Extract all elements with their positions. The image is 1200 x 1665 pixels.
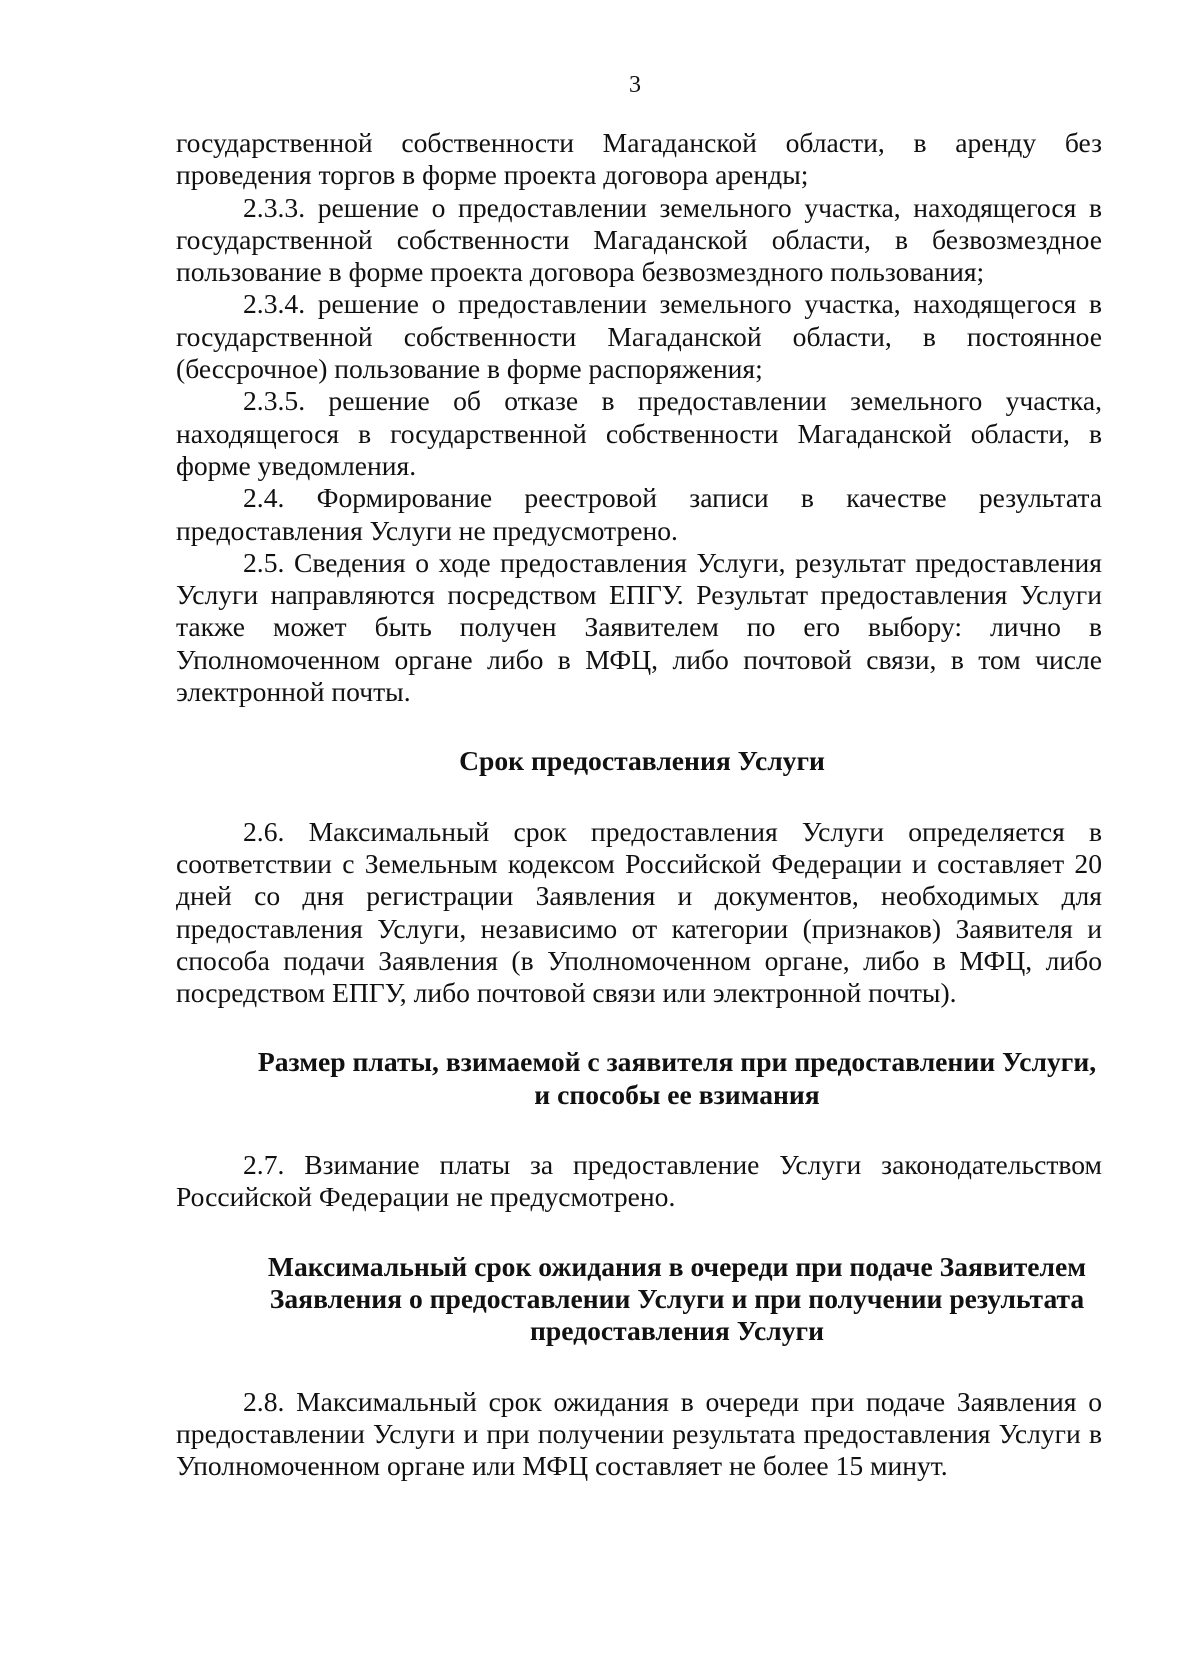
paragraph-2-5: 2.5. Сведения о ходе предоставления Услуги, результат предоставления Услуги направляются посредством ЕПГУ. Результат предоставления Услуги также может быть получен Заявителем по его выбору: лично в Уполномоченном органе либо в МФЦ, либо почтовой связи, в том числе электронной почты. [176, 546, 1102, 708]
section-heading-term [176, 745, 1102, 777]
paragraph-2-3-2-continuation: государственной собственности Магаданской области, в аренду без проведения торгов в форме проекта договора аренды; [176, 127, 1102, 191]
section-heading-queue [176, 1251, 1102, 1348]
heading-line: Максимальный срок ожидания в очереди при подаче Заявителем [267, 1250, 1087, 1282]
document-body [176, 127, 1102, 1482]
page-number: 3 [629, 72, 641, 98]
paragraph-2-6: 2.6. Максимальный срок предоставления Услуги определяется в соответствии с Земельным кодексом Российской Федерации и составляет 20 дней со дня регистрации Заявления и документов, необходимых для предоставления Услуги, независимо от категории (признаков) Заявителя и способа подачи Заявления (в Уполномоченном органе, либо в МФЦ, либо посредством ЕПГУ, либо почтовой связи или электронной почты). [176, 815, 1102, 1009]
paragraph-2-3-3: 2.3.3. решение о предоставлении земельного участка, находящегося в государственной собственности Магаданской области, в безвозмездное пользование в форме проекта договора безвозмездного пользования; [176, 191, 1102, 288]
heading-line: Размер платы, взимаемой с заявителя при предоставлении Услуги, [257, 1046, 1097, 1078]
paragraph-2-8: 2.8. Максимальный срок ожидания в очереди при подаче Заявления о предоставлении Услуги и при получении результата предоставления Услуги в Уполномоченном органе или МФЦ составляет не более 15 минут. [176, 1385, 1102, 1482]
paragraph-2-3-5: 2.3.5. решение об отказе в предоставлении земельного участка, находящегося в государственной собственности Магаданской области, в форме уведомления. [176, 385, 1102, 481]
heading-line: Заявления о предоставлении Услуги и при получении результата [269, 1282, 1085, 1314]
paragraph-2-4: 2.4. Формирование реестровой записи в качестве результата предоставления Услуги не предусмотрено. [176, 482, 1102, 546]
heading-line: и способы ее взимания [534, 1078, 820, 1110]
heading-line: предоставления Услуги [530, 1315, 824, 1347]
paragraph-2-3-4: 2.3.4. решение о предоставлении земельного участка, находящегося в государственной собственности Магаданской области, в постоянное (бессрочное) пользование в форме распоряжения; [176, 288, 1102, 385]
heading-line: Срок предоставления Услуги [459, 745, 825, 777]
paragraph-2-7: 2.7. Взимание платы за предоставление Услуги законодательством Российской Федерации не предусмотрено. [176, 1149, 1102, 1213]
section-heading-fee [176, 1046, 1102, 1111]
